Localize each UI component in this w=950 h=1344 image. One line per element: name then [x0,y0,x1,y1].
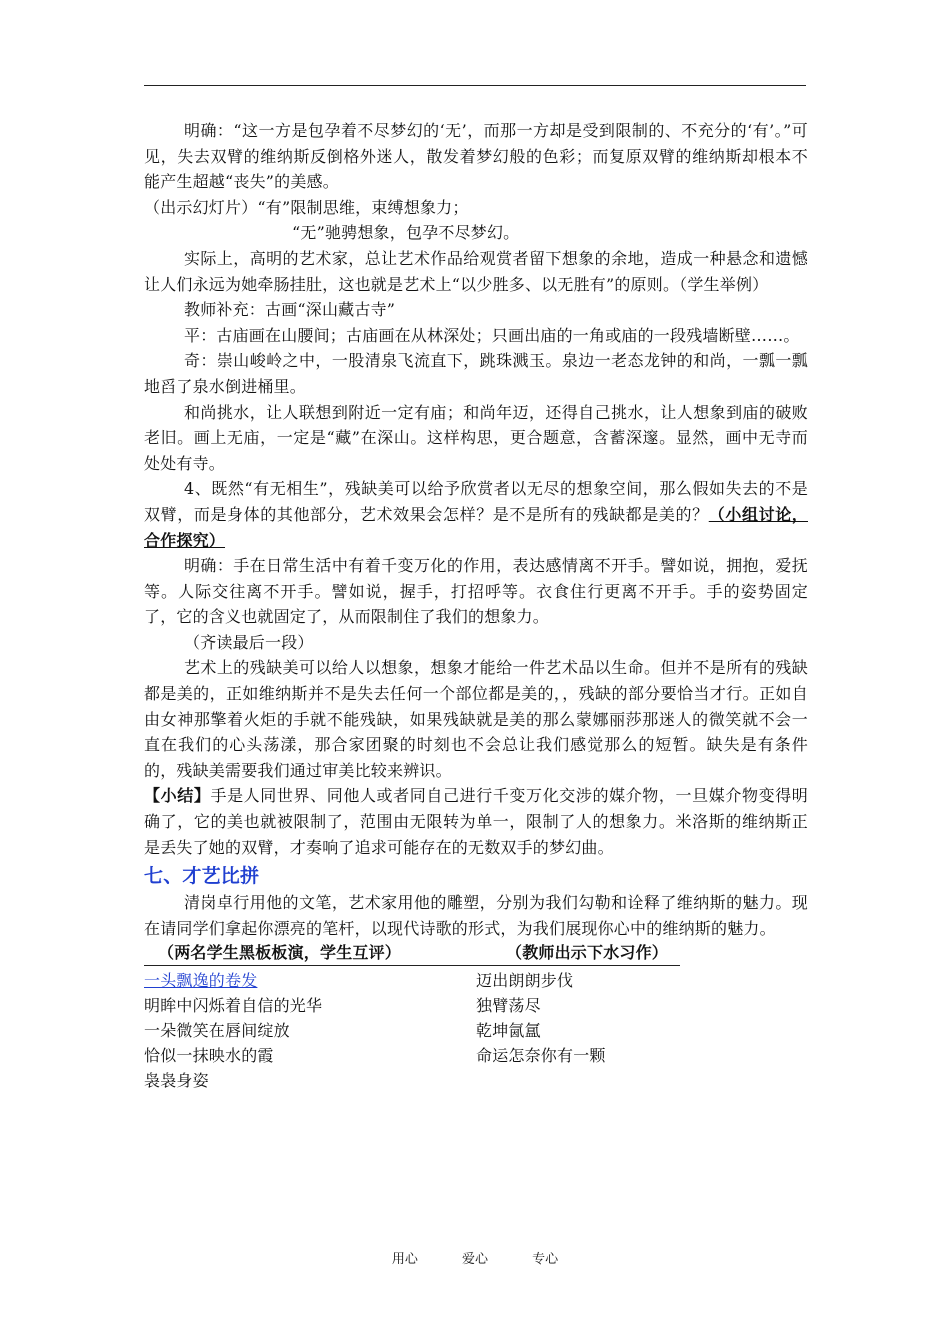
question-text: 4、既然“有无相生”，残缺美可以给予欣赏者以无尽的想象空间，那么假如失去的不是双臂，而是身体的其他部分，艺术效果会怎样？是不是所有的残缺都是美的？ [144,479,808,524]
group-discussion-note: （小组讨论，合作探究） [144,504,808,550]
poem-line: 乾坤氤氲 [476,1021,541,1041]
summary-tag: 【小结】 [144,786,211,806]
paragraph: 教师补充：古画“深山藏古寺” [184,300,396,320]
paragraph: 明确：手在日常生活中有着千变万化的作用，表达感情离不开手。譬如说，拥抱，爱抚等。人际交往离不开手。譬如说，握手，打招呼等。衣食住行更离不开手。手的姿势固定了，它的含义也就固定了，从而限制住了我们的想象力。 [144,556,808,627]
paragraph: （齐读最后一段） [184,632,314,652]
poem-line: 命运怎奈你有一颗 [476,1046,606,1066]
teacher-poem [476,968,808,1093]
left-column-header: （两名学生黑板板演，学生互评） [158,943,402,963]
student-poem [144,968,476,1093]
paragraph: 清岗卓行用他的文笔，艺术家用他的雕塑，分别为我们勾勒和诠释了维纳斯的魅力。现在请同学们拿起你漂亮的笔杆，以现代诗歌的形式，为我们展现你心中的维纳斯的魅力。 [144,893,808,938]
poem-line: 恰似一抹映水的霞 [144,1046,274,1066]
summary-text: 手是人同世界、同他人或者同自己进行千变万化交涉的媒介物，一旦媒介物变得明确了，它的美也就被限制了，范围由无限转为单一，限制了人的想象力。米洛斯的维纳斯正是丢失了她的双臂，才奏响了追求可能存在的无数双手的梦幻曲。 [144,786,808,857]
right-column-header: （教师出示下水习作） [506,943,669,963]
paragraph: 明确：“这一方是包孕着不尽梦幻的‘无’，而那一方却是受到限制的、不充分的‘有’。”可见，失去双臂的维纳斯反倒格外迷人，散发着梦幻般的色彩；而复原双臂的维纳斯却根本不能产生超越“丧失”的美感。 [144,121,808,192]
summary-paragraph [144,783,808,860]
footer-item: 专心 [532,1252,559,1267]
paragraph: 实际上，高明的艺术家，总让艺术作品给观赏者留下想象的余地，造成一种悬念和遗憾让人们永远为她牵肠挂肚，这也就是艺术上“以少胜多、以无胜有”的原则。（学生举例） [144,248,808,294]
poem-line-link[interactable]: 一头飘逸的卷发 [144,971,258,991]
page-footer [0,1248,950,1267]
poem-line: 袅袅身姿 [144,1071,209,1091]
paragraph: 平：古庙画在山腰间；古庙画在从林深处；只画出庙的一角或庙的一段残墙断壁……。 [184,325,800,345]
poem-line: 明眸中闪烁着自信的光华 [144,996,323,1016]
poem-line: 一朵微笑在唇间绽放 [144,1021,290,1041]
header-rule [144,85,806,86]
columns-header [144,941,680,966]
poem-columns [144,968,808,1093]
poem-line: 迈出朗朗步伐 [476,971,574,991]
paragraph: 和尚挑水，让人联想到附近一定有庙；和尚年迈，还得自己挑水，让人想象到庙的破败老旧。画上无庙，一定是“藏”在深山。这样构思，更合题意，含蓄深邃。显然，画中无寺而处处有寺。 [144,402,808,473]
paragraph: 奇：崇山峻岭之中，一股清泉飞流直下，跳珠溅玉。泉边一老态龙钟的和尚，一瓢一瓢地舀了泉水倒进桶里。 [144,351,808,396]
paragraph: （出示幻灯片）“有”限制思维，束缚想象力； [144,197,469,217]
footer-item: 爱心 [461,1252,488,1267]
question-paragraph [144,476,808,553]
document-body [144,118,808,1093]
paragraph: 艺术上的残缺美可以给人以想象，想象才能给一件艺术品以生命。但并不是所有的残缺都是美的，正如维纳斯并不是失去任何一个部位都是美的，，残缺的部分要恰当才行。正如自由女神那擎着火炬的手就不能残缺，如果残缺就是美的那么蒙娜丽莎那迷人的微笑就不会一直在我们的心头荡漾，那合家团聚的时刻也不会总让我们感觉那么的短暂。缺失是有条件的，残缺美需要我们通过审美比较来辨识。 [144,658,808,780]
poem-line: 独臂荡尽 [476,996,541,1016]
paragraph: “无”驰骋想象，包孕不尽梦幻。 [292,223,520,243]
section-title: 七、才艺比拼 [144,865,260,888]
footer-item: 用心 [391,1252,418,1267]
